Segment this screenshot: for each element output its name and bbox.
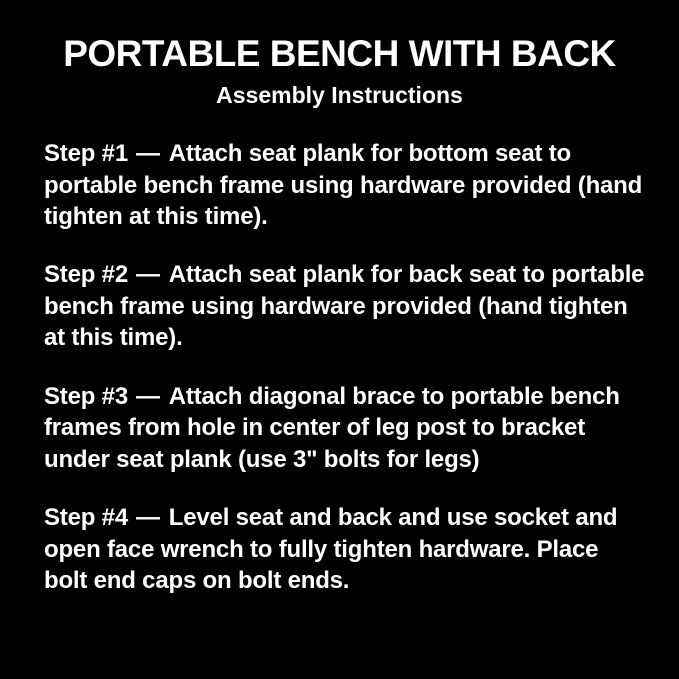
step-item-2 — [44, 259, 645, 353]
step-text: Level seat and back and use socket and open face wrench to fully tighten hardware. Place bolt end caps on bolt ends. — [44, 504, 618, 594]
step-label: Step #2 — [44, 261, 128, 289]
steps-list — [0, 138, 679, 596]
step-separator: — — [135, 382, 160, 410]
step-separator: — — [135, 140, 160, 168]
step-text: Attach seat plank for back seat to portable bench frame using hardware provided (hand tighten at this time). — [44, 261, 645, 352]
page-subtitle: Assembly Instructions — [216, 81, 463, 108]
step-separator: — — [135, 261, 160, 289]
step-label: Step #3 — [44, 382, 128, 410]
step-text: Attach seat plank for bottom seat to portable bench frame using hardware provided (hand tighten at this time). — [44, 140, 643, 230]
page-title: PORTABLE BENCH WITH BACK — [63, 33, 616, 74]
step-label: Step #4 — [44, 504, 128, 532]
step-label: Step #1 — [44, 140, 128, 168]
step-item-1 — [44, 138, 645, 232]
step-item-3 — [44, 381, 645, 475]
step-text: Attach diagonal brace to portable bench frames from hole in center of leg post to bracket under seat plank (use 3" bolts for legs) — [44, 382, 620, 473]
step-separator: — — [135, 504, 160, 532]
step-item-4 — [44, 502, 645, 596]
